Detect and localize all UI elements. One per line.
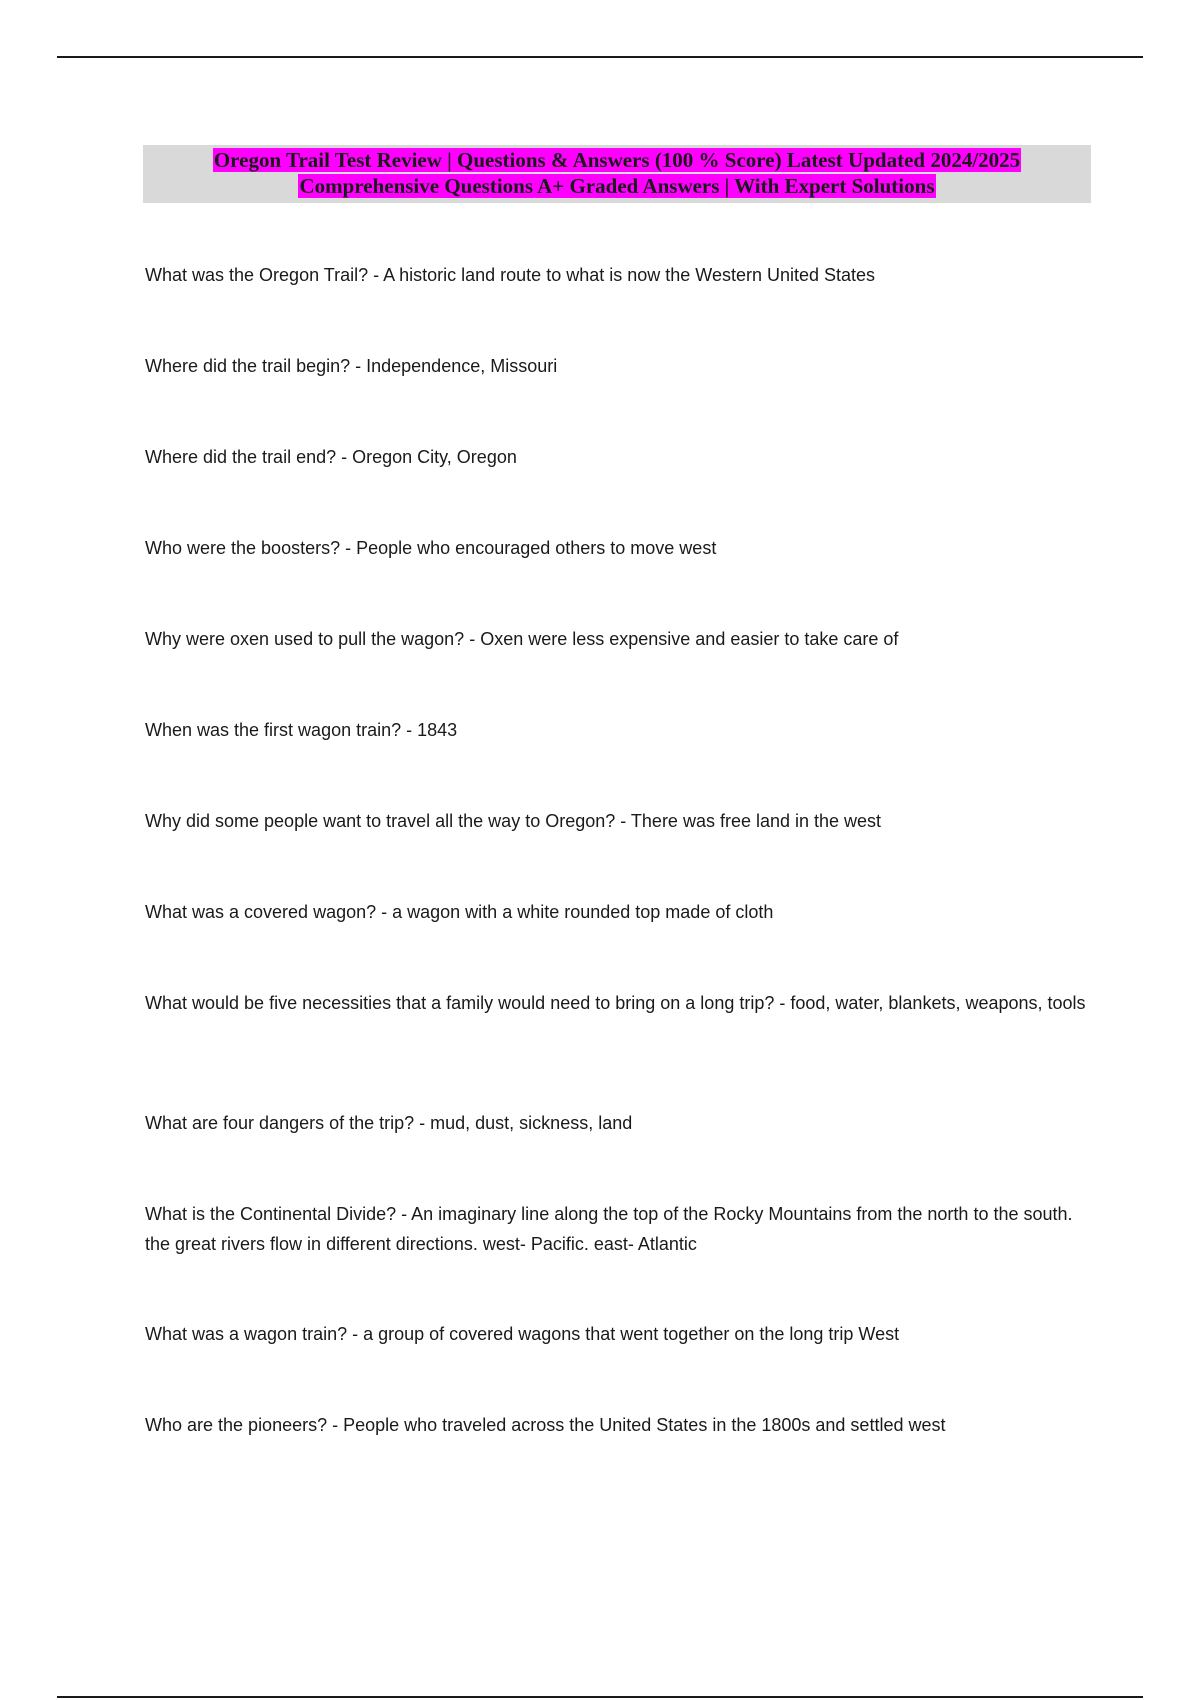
- qa-item: Why were oxen used to pull the wagon? - Oxen were less expensive and easier to take care of: [145, 629, 899, 649]
- qa-item: What was the Oregon Trail? - A historic land route to what is now the Western United States: [145, 265, 876, 285]
- qa-item: Who were the boosters? - People who encouraged others to move west: [145, 538, 717, 558]
- qa-item: Where did the trail begin? - Independence, Missouri: [145, 356, 558, 376]
- title-line-1: Oregon Trail Test Review | Questions & Answers (100 % Score) Latest Updated 2024/2025: [213, 148, 1021, 172]
- qa-item: What is the Continental Divide? - An imaginary line along the top of the Rocky Mountains from the north to the south. the great rivers flow in different directions. west- Pacific. east- Atlantic: [145, 1204, 1073, 1254]
- title-line-2: Comprehensive Questions A+ Graded Answers | With Expert Solutions: [299, 174, 935, 198]
- qa-item: What was a wagon train? - a group of covered wagons that went together on the long trip West: [145, 1324, 900, 1344]
- bottom-rule: [57, 1696, 1143, 1698]
- qa-item: When was the first wagon train? - 1843: [145, 720, 458, 740]
- top-rule: [57, 56, 1143, 58]
- qa-item: Where did the trail end? - Oregon City, Oregon: [145, 447, 517, 467]
- qa-item: Why did some people want to travel all the way to Oregon? - There was free land in the west: [145, 811, 882, 831]
- qa-item: What was a covered wagon? - a wagon with a white rounded top made of cloth: [145, 902, 774, 922]
- title-box: [143, 145, 1091, 203]
- qa-item: What are four dangers of the trip? - mud, dust, sickness, land: [145, 1113, 633, 1133]
- qa-item: What would be five necessities that a family would need to bring on a long trip? - food, water, blankets, weapons, tools: [145, 993, 1086, 1013]
- qa-item: Who are the pioneers? - People who traveled across the United States in the 1800s and settled west: [145, 1415, 946, 1435]
